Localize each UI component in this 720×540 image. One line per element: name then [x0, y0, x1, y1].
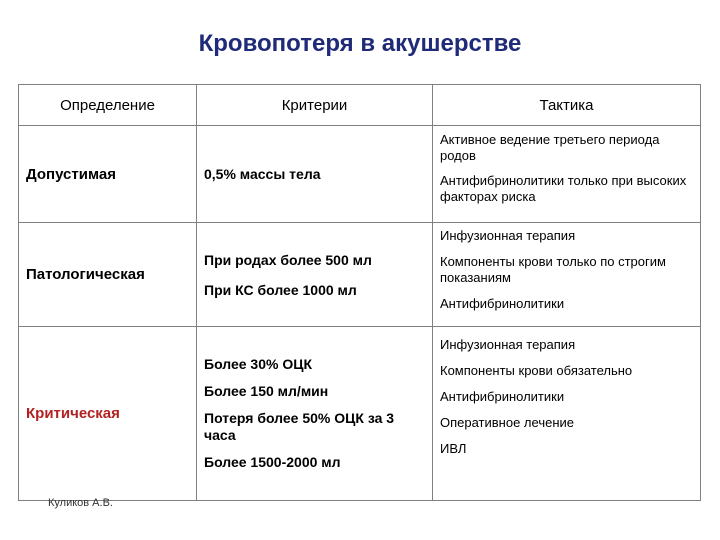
blood-loss-table: [18, 84, 701, 501]
table-row-pathological: [19, 223, 701, 327]
criteria-cell: [197, 126, 433, 223]
definition-cell: Критическая: [19, 327, 197, 501]
criteria-item: Более 1500-2000 мл: [204, 454, 341, 470]
criteria-item: Потеря более 50% ОЦК за 3 часа: [204, 410, 395, 443]
tactics-item: Инфузионная терапия: [440, 228, 576, 243]
header-criteria: Критерии: [197, 85, 433, 126]
header-definition: Определение: [19, 85, 197, 126]
author-footer: Куликов А.В.: [48, 497, 113, 509]
tactics-item: Оперативное лечение: [440, 415, 574, 430]
tactics-item: Активное ведение третьего периода родов: [440, 132, 660, 163]
tactics-item: ИВЛ: [440, 441, 467, 456]
criteria-item: При КС более 1000 мл: [204, 281, 357, 298]
table-row-critical: [19, 327, 701, 501]
table-row-acceptable: [19, 126, 701, 223]
header-tactics: Тактика: [433, 85, 701, 126]
tactics-item: Антифибринолитики только при высоких факторах риска: [440, 173, 687, 204]
criteria-item: 0,5% массы тела: [204, 166, 321, 182]
tactics-item: Компоненты крови только по строгим показаниям: [440, 254, 666, 285]
definition-cell: Патологическая: [19, 223, 197, 327]
criteria-item: При родах более 500 мл: [204, 251, 372, 268]
definition-cell: Допустимая: [19, 126, 197, 223]
criteria-cell: [197, 223, 433, 327]
tactics-item: Компоненты крови обязательно: [440, 363, 633, 378]
tactics-cell: [433, 223, 701, 327]
tactics-cell: [433, 126, 701, 223]
table-header-row: [19, 85, 701, 126]
tactics-cell: [433, 327, 701, 501]
criteria-item: Более 150 мл/мин: [204, 383, 329, 399]
tactics-item: Антифибринолитики: [440, 296, 565, 311]
tactics-item: Антифибринолитики: [440, 389, 565, 404]
criteria-cell: [197, 327, 433, 501]
tactics-item: Инфузионная терапия: [440, 337, 576, 352]
criteria-item: Более 30% ОЦК: [204, 356, 313, 372]
slide-title: Кровопотеря в акушерстве: [198, 30, 522, 57]
